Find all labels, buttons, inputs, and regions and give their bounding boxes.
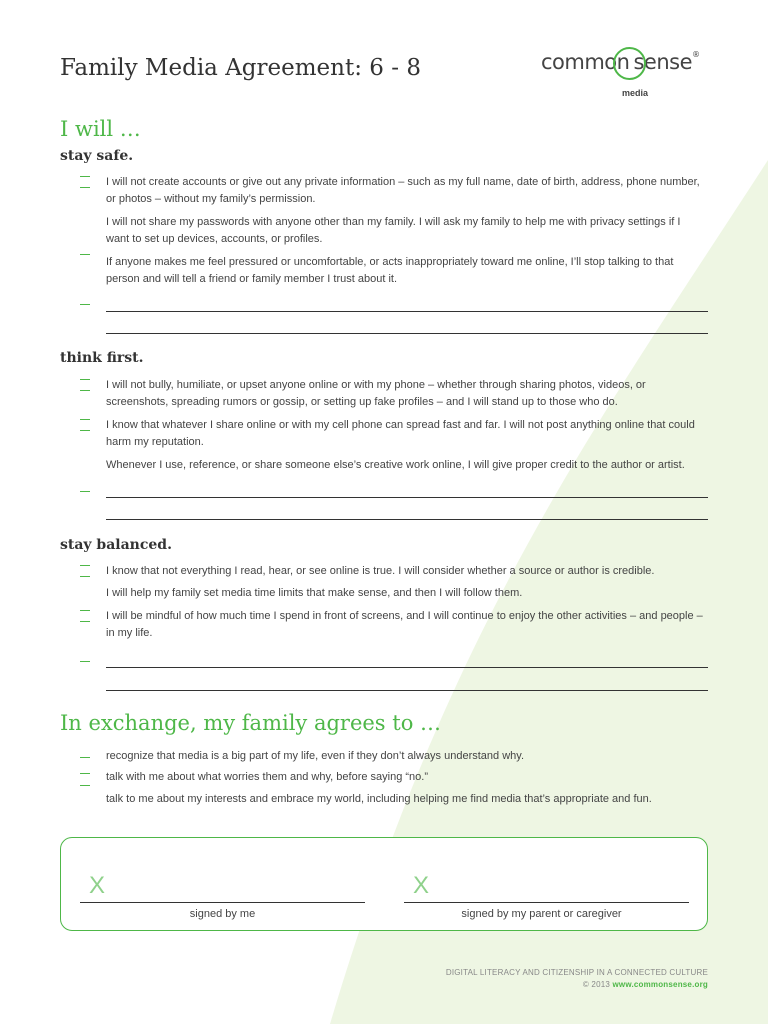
- item-text: I know that not everything I read, hear, or see online is true. I will consider whether a source or author is credible.: [106, 565, 655, 577]
- signature-mark-me: X: [89, 872, 106, 899]
- signature-box: [60, 837, 708, 931]
- logo-word-sense: sense: [633, 50, 692, 74]
- item-text: Whenever I use, reference, or share someone else’s creative work online, I will give proper credit to the author or artist.: [106, 459, 685, 471]
- logo-tm: ®: [692, 50, 700, 59]
- write-in-line[interactable]: [106, 333, 708, 334]
- signature-label-parent: signed by my parent or caregiver: [461, 908, 622, 920]
- signature-line-me[interactable]: [80, 902, 365, 903]
- checkbox-line[interactable]: [80, 176, 90, 177]
- item-text: I will be mindful of how much time I spend in front of screens, and I will continue to enjoy the other activities – and people – in my life.: [106, 610, 703, 639]
- item-text: If anyone makes me feel pressured or uncomfortable, or acts inappropriately toward me online, I’ll stop talking to that person and will tell a friend or family member I trust about it.: [106, 256, 674, 285]
- write-in-line[interactable]: [106, 311, 708, 312]
- logo-sub: media: [622, 88, 649, 98]
- checkbox-line[interactable]: [80, 661, 90, 662]
- page-title: Family Media Agreement: 6 - 8: [60, 55, 421, 81]
- footer-url-link[interactable]: www.commonsense.org: [612, 980, 708, 989]
- checkbox-line[interactable]: [80, 757, 90, 758]
- item-text: talk to me about my interests and embrace my world, including helping me find media that’s appropriate and fun.: [106, 793, 652, 805]
- item-text: recognize that media is a big part of my life, even if they don’t always understand why.: [106, 750, 525, 762]
- logo-word-common: common: [541, 50, 630, 74]
- checkbox-line[interactable]: [80, 254, 90, 255]
- common-sense-logo: [541, 50, 700, 98]
- item-text: I will help my family set media time limits that make sense, and then I will follow them.: [106, 587, 523, 599]
- write-in-line[interactable]: [106, 497, 708, 498]
- checkbox-line[interactable]: [80, 773, 90, 774]
- checkbox-line[interactable]: [80, 621, 90, 622]
- checkbox-line[interactable]: [80, 576, 90, 577]
- section-title-stay-safe: stay safe.: [60, 148, 134, 164]
- item-text: I know that whatever I share online or with my cell phone can spread fast and far. I will not post anything online that could harm my reputation.: [106, 419, 695, 448]
- checkbox-line[interactable]: [80, 610, 90, 611]
- write-in-line[interactable]: [106, 667, 708, 668]
- checkbox-line[interactable]: [80, 187, 90, 188]
- i-will-heading: I will …: [60, 117, 141, 141]
- write-in-line[interactable]: [106, 519, 708, 520]
- checkbox-line[interactable]: [80, 565, 90, 566]
- write-in-line[interactable]: [106, 690, 708, 691]
- footer-tagline: DIGITAL LITERACY AND CITIZENSHIP IN A CONNECTED CULTURE: [445, 968, 708, 977]
- checkbox-line[interactable]: [80, 785, 90, 786]
- checkbox-line[interactable]: [80, 390, 90, 391]
- item-text: I will not create accounts or give out any private information – such as my full name, date of birth, address, phone number, or photos – without my family’s permission.: [106, 176, 700, 205]
- signature-mark-parent: X: [413, 872, 430, 899]
- signature-label-me: signed by me: [189, 908, 256, 920]
- family-heading: In exchange, my family agrees to …: [60, 711, 442, 735]
- item-text: talk with me about what worries them and why, before saying “no.”: [106, 771, 429, 783]
- footer-copyright: © 2013: [582, 980, 611, 989]
- item-text: I will not share my passwords with anyone other than my family. I will ask my family to help me with privacy settings if I want to set up devices, accounts, or profiles.: [106, 216, 681, 245]
- checkbox-line[interactable]: [80, 430, 90, 431]
- signature-line-parent[interactable]: [404, 902, 689, 903]
- item-text: I will not bully, humiliate, or upset anyone online or with my phone – whether through sharing photos, videos, or screenshots, spreading rumors or gossip, or setting up fake profiles – and I will stand up to those who do.: [106, 379, 646, 408]
- checkbox-line[interactable]: [80, 304, 90, 305]
- checkbox-line[interactable]: [80, 491, 90, 492]
- footer-line: [583, 980, 708, 989]
- checkbox-line[interactable]: [80, 379, 90, 380]
- checkbox-line[interactable]: [80, 419, 90, 420]
- logo-ring-icon: [613, 47, 646, 80]
- section-title-think-first: think first.: [60, 350, 144, 366]
- section-title-stay-balanced: stay balanced.: [60, 537, 172, 553]
- logo-wordmark: [541, 50, 700, 74]
